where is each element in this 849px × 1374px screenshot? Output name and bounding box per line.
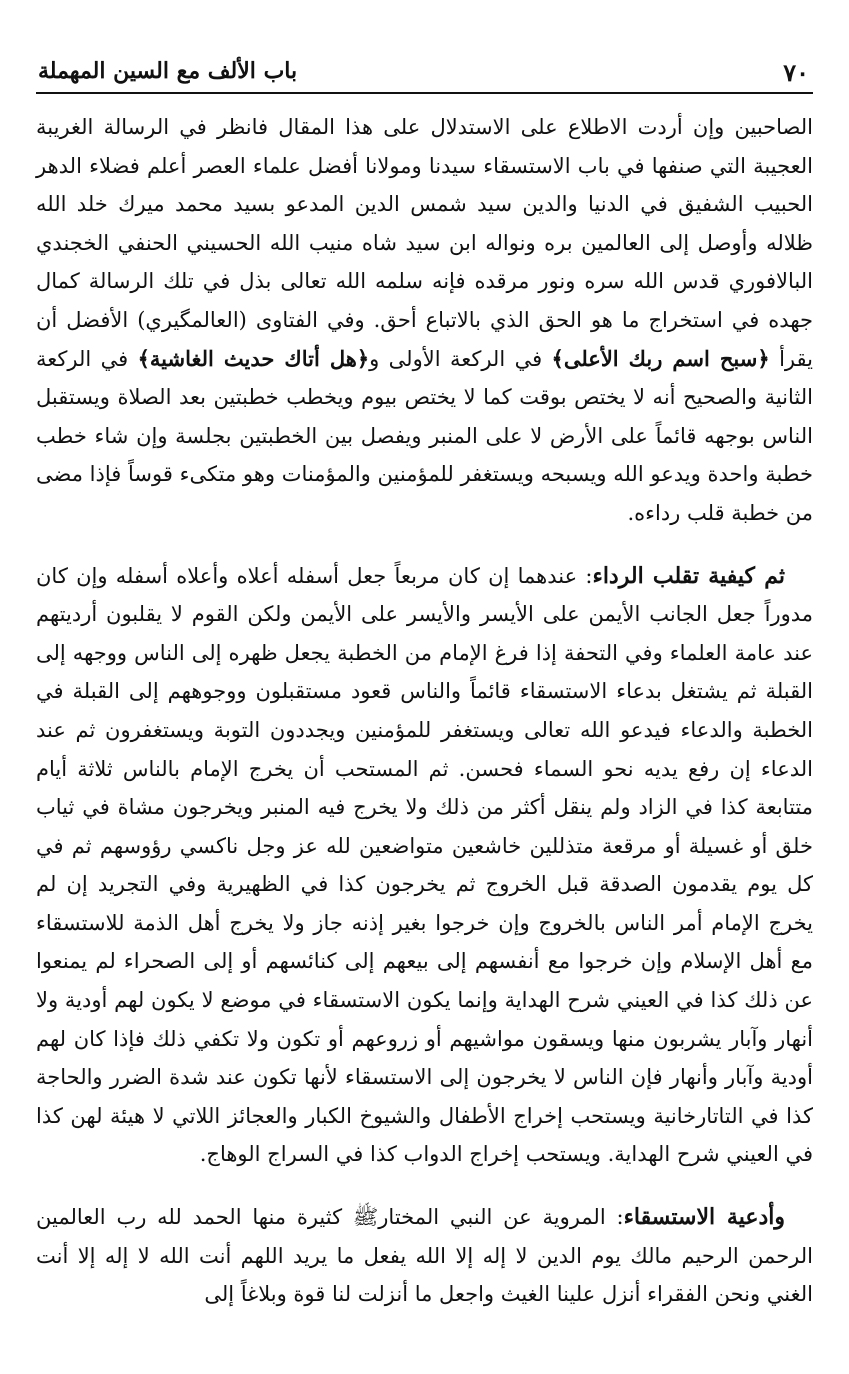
page-body xyxy=(36,108,813,1314)
quran-verse: ﴿هل أتاك حديث الغاشية﴾ xyxy=(137,345,370,371)
page-number: ٧٠ xyxy=(783,58,809,87)
page-header xyxy=(36,52,813,94)
paragraph-text: في الركعة الثانية والصحيح أنه لا يختص بوقت كما لا يختص بيوم ويخطب خطبتين بعد الصلاة ويستقبل الناس بوجهه قائماً على الأرض لا على المنبر ويفصل بين الخطبتين بجلسة وإن شاء خطب خطبة واحدة ويدعو الله ويسبحه ويستغفر للمؤمنين والمؤمنات وهو متكىء قوساً فإذا مضى من خطبة قلب رداءه. xyxy=(36,346,813,525)
section-heading: ثم كيفية تقلب الرداء xyxy=(592,562,785,589)
quran-verse: ﴿سبح اسم ربك الأعلى﴾ xyxy=(551,345,770,371)
paragraph-text: : المروية عن النبي المختارﷺ كثيرة منها الحمد لله رب العالمين الرحمن الرحيم مالك يوم الدين لا إله إلا الله يفعل ما يريد اللهم أنت الله لا إله إلا أنت الغني ونحن الفقراء أنزل علينا الغيث واجعل ما أنزلت لنا قوة وبلاغاً إلى xyxy=(36,1205,813,1307)
paragraph-text: الصاحبين وإن أردت الاطلاع على الاستدلال على هذا المقال فانظر في الرسالة الغريبة العجيبة التي صنفها في باب الاستسقاء سيدنا ومولانا أفضل علماء العصر أعلم فضلاء الدهر الحبيب الشفيق في الدنيا والدين سيد شمس الدين المدعو بسيد محمد ميرك خلد الله ظلاله وأوصل إلى العالمين بره ونواله ابن سيد شاه منيب الله الحسيني الحنفي الخجندي البالافوري قدس الله سره ونور مرقده فإنه سلمه الله تعالى بذل في تلك الرسالة كمال جهده في استخراج ما هو الحق الذي بالاتباع أحق. وفي الفتاوى (العالمگيري) الأفضل أن يقرأ xyxy=(36,115,813,371)
paragraph-1 xyxy=(36,108,813,533)
chapter-title: باب الألف مع السين المهملة xyxy=(38,58,298,84)
paragraph-2 xyxy=(36,557,813,1175)
paragraph-text: : عندهما إن كان مربعاً جعل أسفله أعلاه وأعلاه أسفله وإن كان مدوراً جعل الجانب الأيمن على الأيسر والأيسر على الأيمن ولكن القوم لا يقلبون أرديتهم عند عامة العلماء وفي التحفة إذا فرغ الإمام من الخطبة يجعل ظهره إلى الناس ووجهه إلى القبلة ثم يشتغل بدعاء الاستسقاء قائماً والناس قعود مستقبلون ووجوههم إلى القبلة في الخطبة والدعاء فيدعو الله تعالى ويستغفر للمؤمنين ويجددون التوبة ويستغفرون ثم عند الدعاء إن رفع يديه نحو السماء فحسن. ثم المستحب أن يخرج الإمام بالناس ثلاثة أيام متتابعة كذا في الزاد ولم ينقل أكثر من ذلك ولا يخرج فيه المنبر ويخرجون مشاة في ثياب خلق أو غسيلة أو مرقعة متذللين خاشعين متواضعين لله عز وجل ناكسي رؤوسهم ثم في كل يوم يقدمون الصدقة قبل الخروج ثم يخرجون كذا في الظهيرية وفي التجريد إن لم يخرج الإمام أمر الناس بالخروج وإن خرجوا بغير إذنه جاز ولا يخرج أهل الذمة للاستسقاء مع أهل الإسلام وإن خرجوا مع أنفسهم إلى بيعهم إلى كنائسهم أو إلى الصحراء لم يمنعوا عن ذلك كذا في العيني شرح الهداية وإنما يكون الاستسقاء في موضع لا يكون لهم أودية ولا أنهار وآبار يشربون منها ويسقون مواشيهم أو زروعهم أو تكون ولا تكفي ذلك فإذا كان لهم أودية وآبار وأنهار فإن الناس لا يخرجون إلى الاستسقاء لأنها تكون عند شدة الضرر والحاجة كذا في التاتارخانية ويستحب إخراج الأطفال والشيوخ الكبار والعجائز اللاتي لا هيئة لهن كذا في العيني شرح الهداية. ويستحب إخراج الدواب كذا في السراج الوهاج. xyxy=(36,563,813,1167)
paragraph-text: في الركعة الأولى و xyxy=(369,346,552,371)
paragraph-3 xyxy=(36,1198,813,1314)
section-heading: وأدعية الاستسقاء xyxy=(623,1204,785,1231)
